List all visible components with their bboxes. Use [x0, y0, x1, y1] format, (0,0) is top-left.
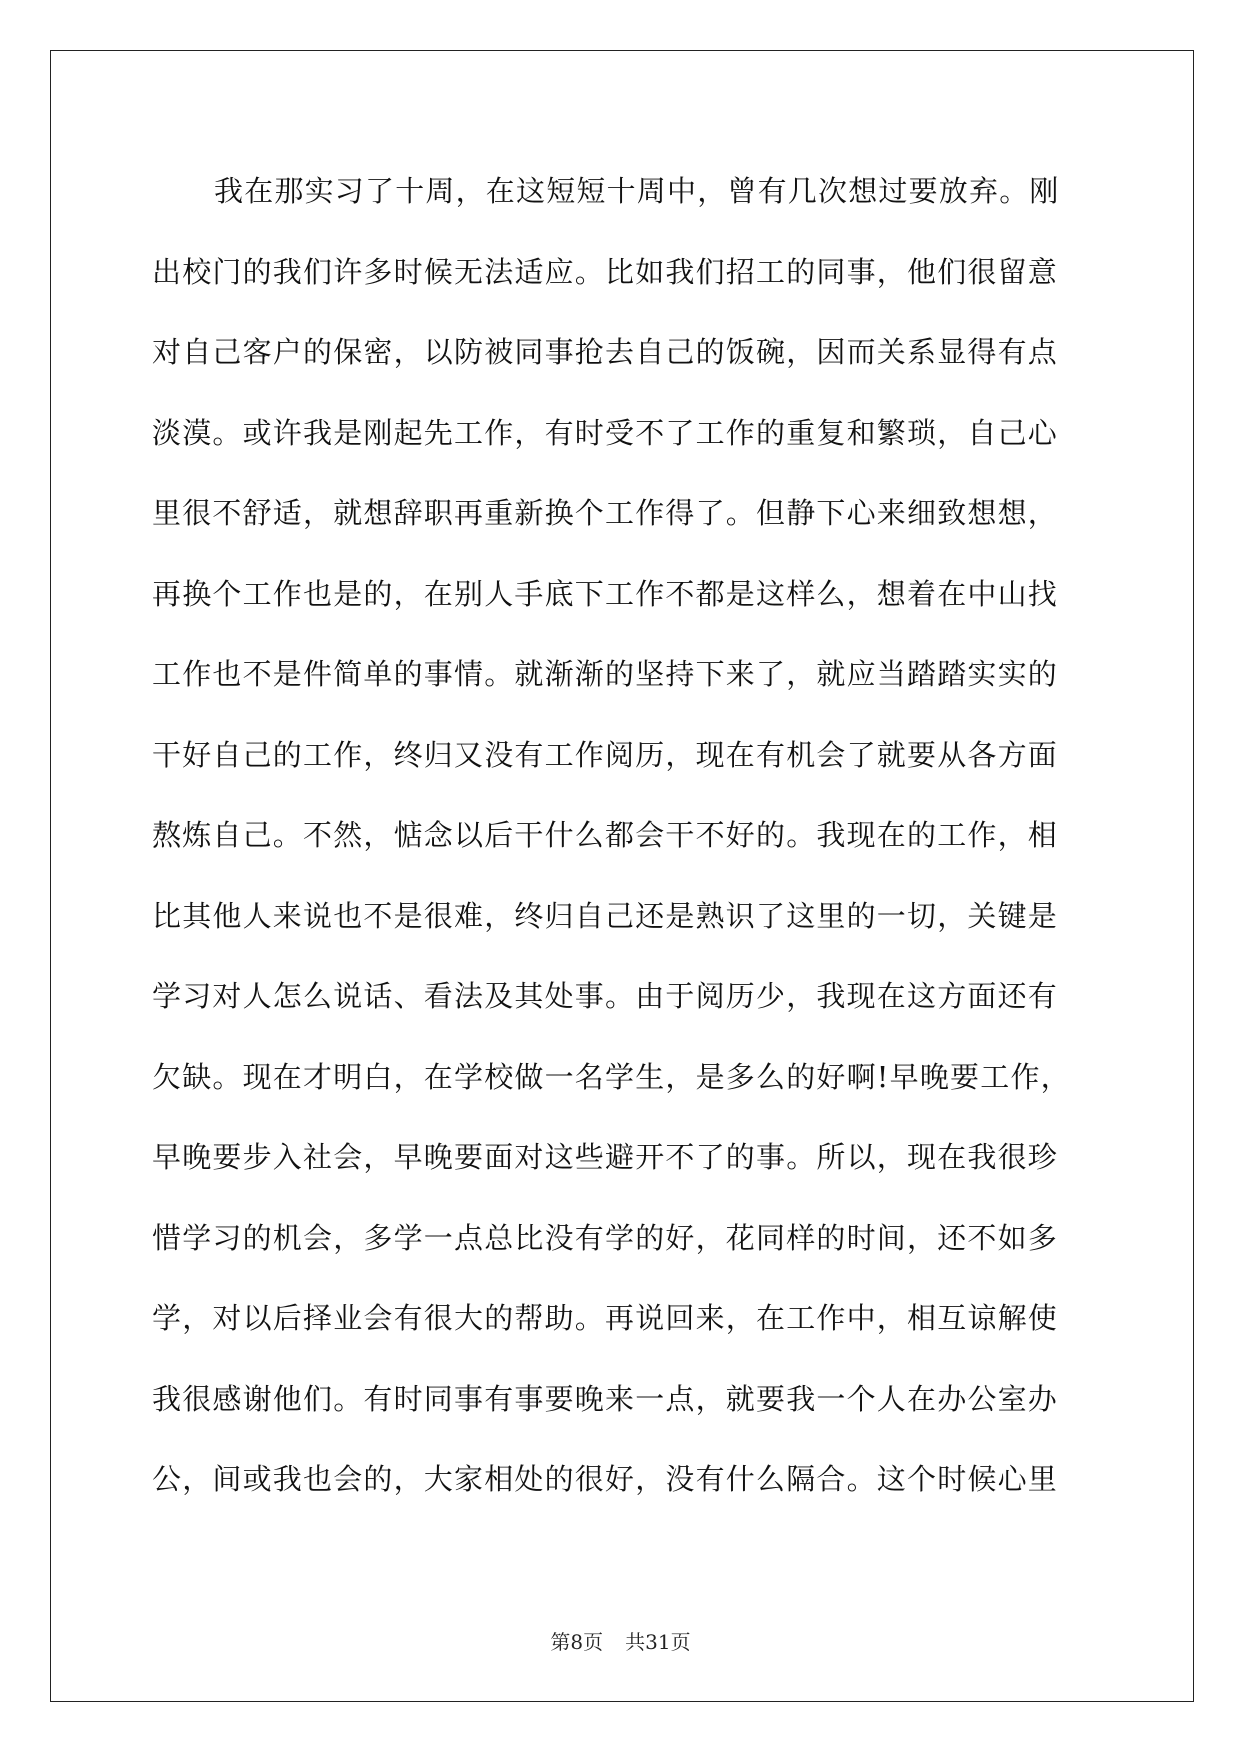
document-body: [152, 168, 1112, 1537]
page-number: 第8页: [550, 1630, 604, 1654]
text-line: 干好自己的工作，终归又没有工作阅历，现在有机会了就要从各方面: [152, 737, 1059, 772]
text-line: 熬炼自己。不然，惦念以后干什么都会干不好的。我现在的工作，相: [152, 818, 1059, 852]
text-line: 对自己客户的保密，以防被同事抢去自己的饭碗，因而关系显得有点: [152, 335, 1059, 369]
text-line: 出校门的我们许多时候无法适应。比如我们招工的同事，他们很留意: [152, 254, 1059, 289]
text-line: 我在那实习了十周，在这短短十周中，曾有几次想过要放弃。刚: [214, 174, 1060, 208]
text-line: 公，间或我也会的，大家相处的很好，没有什么隔合。这个时候心里: [152, 1462, 1059, 1496]
text-line: 学习对人怎么说话、看法及其处事。由于阅历少，我现在这方面还有: [152, 979, 1059, 1013]
text-line: 学，对以后择业会有很大的帮助。再说回来，在工作中，相互谅解使: [152, 1301, 1059, 1335]
text-line: 惜学习的机会，多学一点总比没有学的好，花同样的时间，还不如多: [152, 1220, 1059, 1255]
text-line: 比其他人来说也不是很难，终归自己还是熟识了这里的一切，关键是: [152, 898, 1059, 933]
text-line: 里很不舒适，就想辞职再重新换个工作得了。但静下心来细致想想，: [152, 496, 1059, 530]
text-line: 我很感谢他们。有时同事有事要晚来一点，就要我一个人在办公室办: [152, 1381, 1059, 1416]
text-line: 欠缺。现在才明白，在学校做一名学生，是多么的好啊!早晚要工作，: [152, 1059, 1071, 1094]
page-footer: [0, 1630, 1241, 1654]
text-line: 淡漠。或许我是刚起先工作，有时受不了工作的重复和繁琐，自己心: [152, 415, 1059, 450]
page-total: 共31页: [625, 1630, 691, 1654]
text-line: 早晚要步入社会，早晚要面对这些避开不了的事。所以，现在我很珍: [152, 1140, 1059, 1174]
text-line: 再换个工作也是的，在别人手底下工作不都是这样么，想着在中山找: [152, 576, 1059, 611]
text-line: 工作也不是件简单的事情。就渐渐的坚持下来了，就应当踏踏实实的: [152, 657, 1059, 691]
